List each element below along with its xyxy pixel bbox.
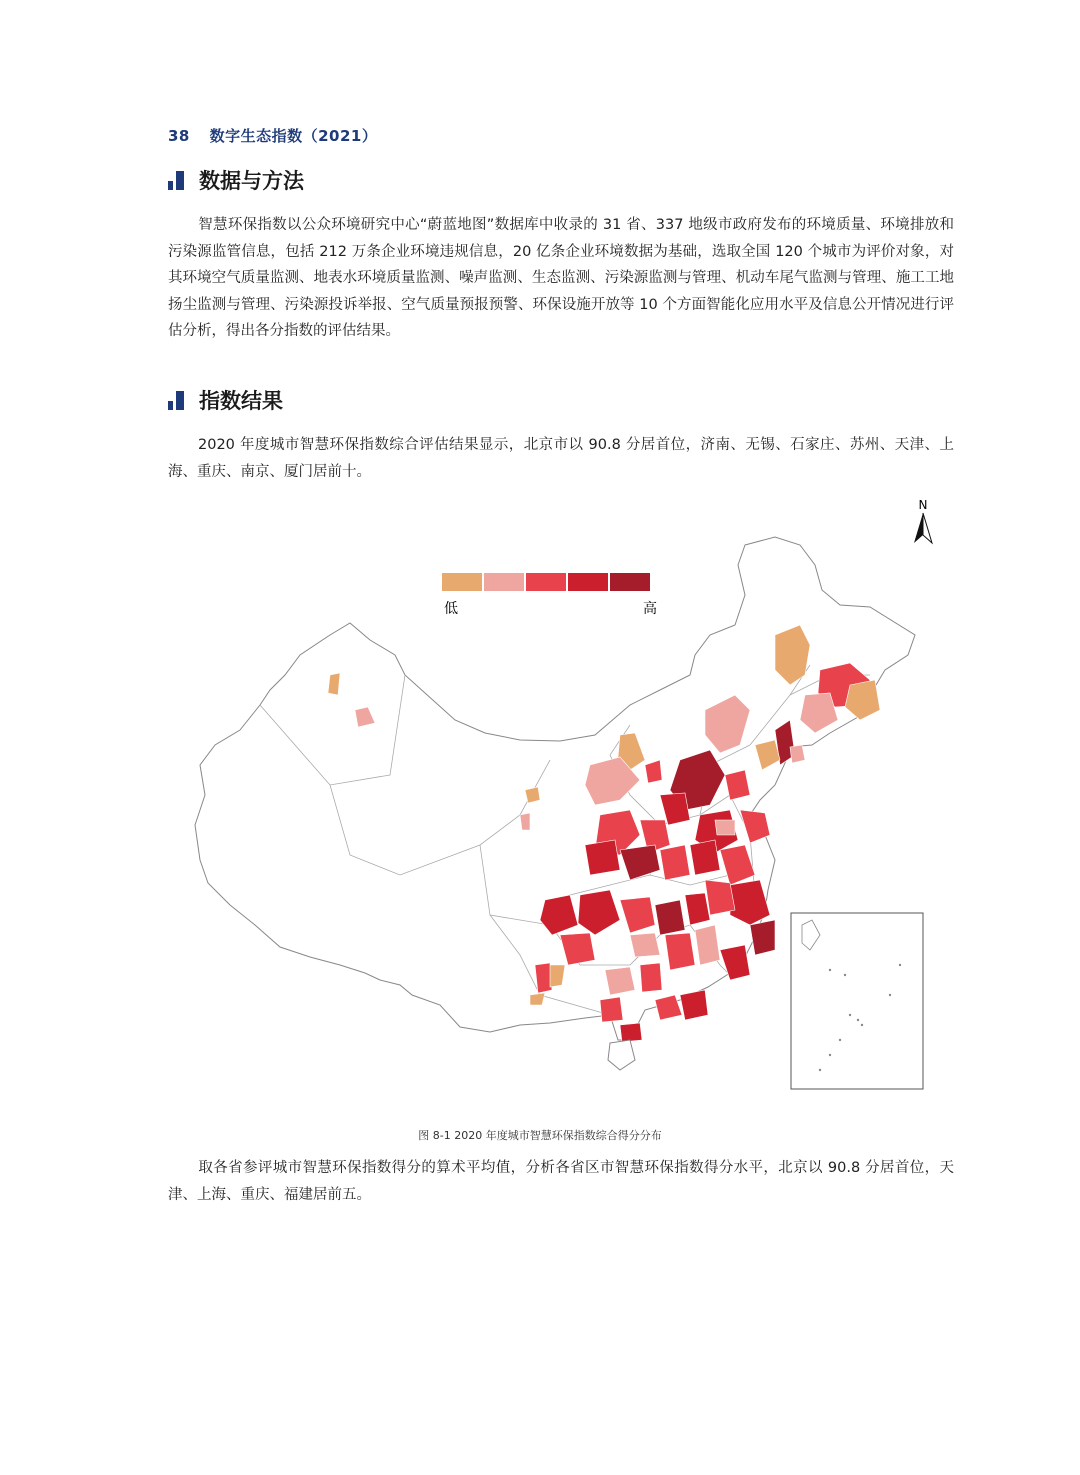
city-region: [620, 1023, 642, 1042]
city-region: [655, 900, 685, 935]
results-paragraph: [168, 432, 954, 485]
closing-paragraph: [168, 1155, 954, 1208]
south-china-sea-inset: [791, 913, 923, 1089]
city-region: [530, 993, 545, 1005]
map-legend: [442, 573, 657, 617]
city-region: [715, 820, 735, 835]
section-heading-data-methods: [168, 165, 304, 195]
legend-swatch-3: [526, 573, 566, 591]
city-region: [690, 840, 720, 875]
hainan-island: [608, 1040, 635, 1070]
section-heading-results: [168, 385, 283, 415]
city-region: [535, 963, 552, 993]
heading-bars-icon: [168, 170, 187, 190]
city-region: [665, 933, 695, 970]
city-region: [520, 813, 530, 830]
north-arrow-icon: [914, 498, 932, 543]
legend-high-label: 高: [643, 601, 657, 617]
page-number: 38: [168, 127, 190, 145]
section-heading-text: 指数结果: [199, 389, 283, 413]
city-region: [630, 933, 660, 957]
legend-swatch-2: [484, 573, 524, 591]
city-region: [660, 845, 690, 880]
methods-paragraph: [168, 212, 954, 345]
city-region: [585, 840, 620, 875]
legend-swatch-4: [568, 573, 608, 591]
city-region: [750, 920, 775, 955]
results-paragraph-text: 2020 年度城市智慧环保指数综合评估结果显示，北京市以 90.8 分居首位，济南、无锡、石家庄、苏州、天津、上海、重庆、南京、厦门居前十。: [168, 437, 954, 480]
city-region: [705, 880, 735, 915]
running-header: [168, 125, 377, 146]
heading-bars-icon: [168, 390, 187, 410]
city-region: [525, 787, 540, 803]
methods-paragraph-text: 智慧环保指数以公众环境研究中心“蔚蓝地图”数据库中收录的 31 省、337 地级市政府发布的环境质量、环境排放和污染源监管信息，包括 212 万条企业环境违规信息，20 亿条企业环境数据为基础，选取全国 120 个城市为评价对象，对其环境空气质量监测、地表水环境质量监测、噪声监测、生态监测、污染源监测与管理、机动车尾气监测与管理、施工工地扬尘监测与管理、污染源投诉举报、空气质量预报预警、环保设施开放等 10 个方面智能化应用水平及信息公开情况进行评估分析，得出各分指数的评估结果。: [168, 217, 954, 339]
city-region: [328, 673, 340, 695]
section-heading-text: 数据与方法: [199, 169, 304, 193]
city-region: [605, 967, 635, 995]
north-label: N: [918, 498, 928, 512]
china-choropleth-map: [190, 495, 940, 1115]
legend-swatch-1: [442, 573, 482, 591]
figure-caption: 图 8-1 2020 年度城市智慧环保指数综合得分分布: [418, 1129, 662, 1142]
city-region: [680, 990, 708, 1020]
running-title: 数字生态指数（2021）: [209, 127, 378, 145]
city-region: [640, 963, 662, 992]
city-region: [600, 997, 623, 1022]
closing-paragraph-text: 取各省参评城市智慧环保指数得分的算术平均值，分析各省区市智慧环保指数得分水平，北京以 90.8 分居首位，天津、上海、重庆、福建居前五。: [168, 1160, 954, 1203]
city-region: [790, 745, 805, 763]
legend-swatch-5: [610, 573, 650, 591]
legend-low-label: 低: [444, 601, 458, 617]
